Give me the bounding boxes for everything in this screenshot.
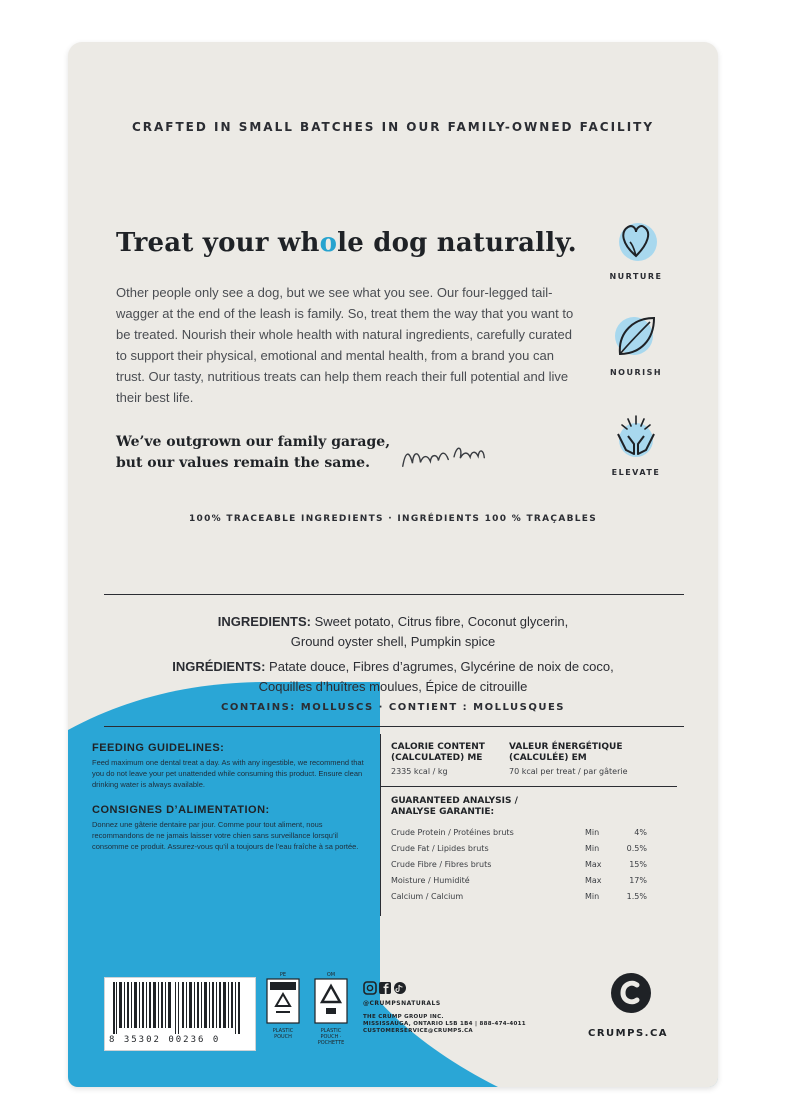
company-email: CUSTOMERSERVICE@CRUMPS.CA <box>363 1028 473 1034</box>
analysis-name: Crude Fibre / Fibres bruts <box>391 860 492 869</box>
calorie-value-fr: 70 kcal per treat / par gâterie <box>509 767 628 776</box>
calorie-title-fr-1: VALEUR ÉNERGÉTIQUE <box>509 742 623 752</box>
nourish-badge <box>596 310 676 377</box>
analysis-value: 0.5% <box>626 844 647 853</box>
recycling-badge-om <box>314 972 348 1050</box>
recycling-code-pe: PE <box>279 972 287 978</box>
allergen-notice: CONTAINS: MOLLUSCS · CONTIENT : MOLLUSQUES <box>221 702 565 713</box>
headline-part1: Treat your wh <box>116 228 320 258</box>
feeding-text-fr: Donnez une gâterie dentaire par jour. Comme pour tout aliment, nous recommandons de ne jamais laisser votre chien sans surveillance lorsqu’il consomme ce produit. Assurez-vous qu’il a toujours de l’eau fraîche à sa portée. <box>92 820 359 851</box>
calorie-title-en-2: (CALCULATED) ME <box>391 753 483 763</box>
leaf-icon <box>610 310 662 362</box>
analysis-row <box>391 844 647 856</box>
analysis-value: 17% <box>629 876 647 885</box>
analysis-qualifier: Min <box>585 892 600 901</box>
crumps-logo-icon <box>608 970 654 1020</box>
body-text: Other people only see a dog, but we see what you see. Our four-legged tail-wagger at the end of the leash is family. So, treat them the way that you want to be treated. Nourish their whole health with natural ingredients, carefully curated to support their physical, emotional and mental health, from a brand you can trust. Our tasty, nutritious treats can help them reach their full potential and live their best life. <box>116 285 574 405</box>
nurture-label: NURTURE <box>609 272 663 281</box>
calorie-title-en-1: CALORIE CONTENT <box>391 742 485 752</box>
heart-icon <box>610 214 662 266</box>
analysis-title <box>391 796 518 818</box>
analysis-qualifier: Max <box>585 860 602 869</box>
analysis-name: Moisture / Humidité <box>391 876 470 885</box>
recycling-code-om: OM <box>326 972 336 978</box>
ingredients-en <box>68 612 718 652</box>
feeding-title-en: FEEDING GUIDELINES: <box>92 742 225 754</box>
elevate-label: ELEVATE <box>611 468 661 477</box>
feeding-guidelines <box>92 742 372 866</box>
recycle-icon <box>266 978 300 1024</box>
analysis-row <box>391 860 647 872</box>
recycling-label-om: PLASTIC POUCH · POCHETTE <box>317 1028 345 1046</box>
nutrition-panel <box>380 734 677 916</box>
tagline: CRAFTED IN SMALL BATCHES IN OUR FAMILY-OWNED FACILITY <box>131 120 655 134</box>
analysis-value: 1.5% <box>626 892 647 901</box>
feeding-text-en: Feed maximum one dental treat a day. As with any ingestible, we recommend that you do not leave your pet unattended while consuming this product. Ensure clean drinking water is always available. <box>92 758 364 789</box>
ingredients-fr-label: INGRÉDIENTS: <box>172 659 266 674</box>
panel-divider <box>381 786 677 787</box>
analysis-name: Crude Protein / Protéines bruts <box>391 828 514 837</box>
company-name: THE CRUMP GROUP INC. <box>363 1014 444 1020</box>
social-icons <box>363 980 407 999</box>
barcode-digits: 8 35302 00236 0 <box>109 1035 221 1045</box>
headline <box>116 228 577 258</box>
analysis-row <box>391 876 647 888</box>
barcode <box>104 977 256 1051</box>
analysis-qualifier: Max <box>585 876 602 885</box>
values-line-1: We’ve outgrown our family garage, <box>116 434 391 450</box>
hands-icon <box>610 410 662 462</box>
product-bag <box>68 42 718 1087</box>
facebook-icon[interactable] <box>379 982 391 994</box>
feeding-title-fr: CONSIGNES D’ALIMENTATION: <box>92 804 270 816</box>
ingredients-fr-line-1: Patate douce, Fibres d’agrumes, Glycérine de noix de coco, <box>265 659 614 674</box>
traceable-banner: 100% TRACEABLE INGREDIENTS · INGRÉDIENTS 100 % TRAÇABLES <box>188 514 598 524</box>
tiktok-icon[interactable] <box>394 982 406 994</box>
calorie-title-fr <box>509 742 622 764</box>
ingredients-en-label: INGREDIENTS: <box>217 614 311 629</box>
analysis-value: 15% <box>629 860 647 869</box>
analysis-row <box>391 828 647 840</box>
analysis-name: Calcium / Calcium <box>391 892 464 901</box>
analysis-title-2: ANALYSE GARANTIE: <box>391 807 495 817</box>
company-address: MISSISSAUGA, ONTARIO L5B 1B4 | 888-474-4011 <box>363 1021 526 1027</box>
recycling-badge-pe <box>266 972 300 1050</box>
company-info <box>363 1014 563 1035</box>
instagram-icon[interactable] <box>364 982 376 994</box>
nurture-badge <box>596 214 676 281</box>
headline-dot-letter: o <box>319 228 338 258</box>
social-handle: @CRUMPSNATURALS <box>363 1000 441 1007</box>
values-line-2: but our values remain the same. <box>116 455 370 471</box>
headline-part2: le dog naturally. <box>337 228 577 258</box>
analysis-qualifier: Min <box>585 844 600 853</box>
divider-top <box>104 594 684 595</box>
nourish-label: NOURISH <box>609 368 663 377</box>
blue-wave-background <box>68 42 718 1087</box>
ingredients-en-line-1: Sweet potato, Citrus fibre, Coconut glycerin, <box>310 614 569 629</box>
divider-mid <box>104 726 684 727</box>
calorie-title-en <box>391 742 485 764</box>
ingredients-fr-line-2: Coquilles d’huîtres moulues, Épice de citrouille <box>258 679 528 694</box>
analysis-title-1: GUARANTEED ANALYSIS / <box>391 796 518 806</box>
calorie-title-fr-2: (CALCULÉE) EM <box>509 753 587 763</box>
elevate-badge <box>596 410 676 477</box>
analysis-qualifier: Min <box>585 828 600 837</box>
barcode-bars <box>105 978 255 1034</box>
website-url[interactable]: CRUMPS.CA <box>588 1028 669 1039</box>
recycle-icon <box>314 978 348 1024</box>
recycling-label-pe: PLASTIC POUCH <box>272 1028 294 1040</box>
analysis-name: Crude Fat / Lipides bruts <box>391 844 489 853</box>
ingredients-fr <box>68 657 718 697</box>
analysis-row <box>391 892 647 904</box>
ingredients-en-line-2: Ground oyster shell, Pumpkin spice <box>290 634 496 649</box>
calorie-value-en: 2335 kcal / kg <box>391 767 448 776</box>
analysis-value: 4% <box>634 828 647 837</box>
